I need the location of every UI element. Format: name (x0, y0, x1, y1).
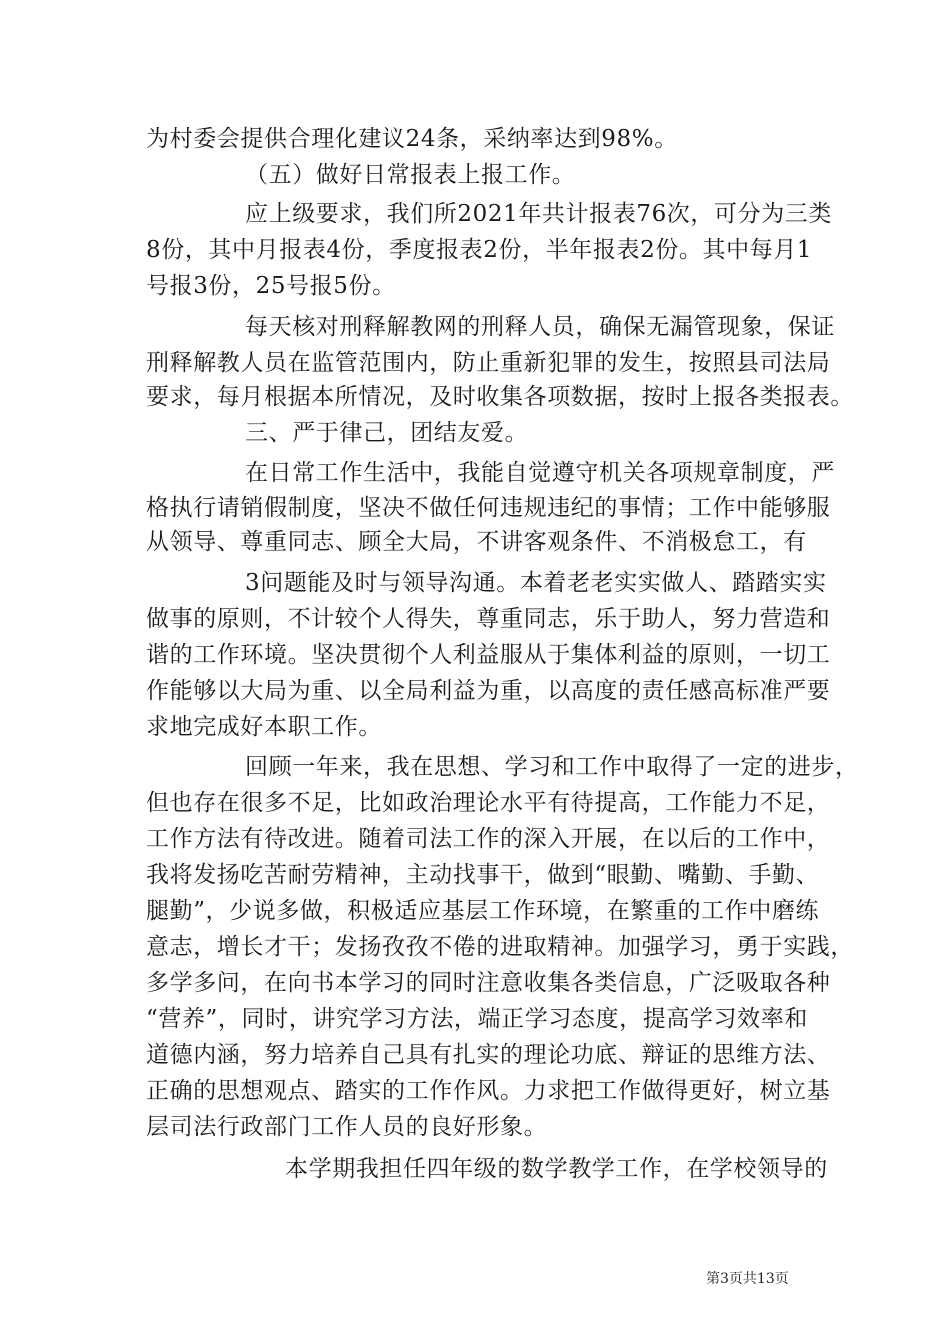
text-line: 本学期我担任四年级的数学教学工作，在学校领导的 (285, 1156, 828, 1182)
text-line: 应上级要求，我们所2021年共计报表76次，可分为三类 (245, 201, 832, 227)
text-line: 工作方法有待改进。随着司法工作的深入开展，在以后的工作中， (146, 826, 831, 852)
text-line: 我将发扬吃苦耐劳精神，主动找事干，做到“眼勤、嘴勤、手勤、 (146, 862, 820, 888)
text-line: 层司法行政部门工作人员的良好形象。 (146, 1114, 548, 1140)
text-line: 每天核对刑释解教网的刑释人员，确保无漏管现象，保证 (245, 314, 835, 340)
text-line: 作能够以大局为重、以全局利益为重，以高度的责任感高标准严要 (146, 678, 831, 704)
text-line: 为村委会提供合理化建议24条，采纳率达到98%。 (146, 126, 678, 152)
text-line: 8份，其中月报表4份，季度报表2份，半年报表2份。其中每月1 (146, 237, 813, 263)
text-line: 道德内涵，努力培养自己具有扎实的理论功底、辩证的思维方法、 (146, 1042, 831, 1068)
text-line: 回顾一年来，我在思想、学习和工作中取得了一定的进步， (245, 754, 859, 780)
page-number: 第3页共13页 (706, 1271, 789, 1287)
text-line: 做事的原则，不计较个人得失，尊重同志，乐于助人，努力营造和 (146, 606, 831, 632)
text-line: 正确的思想观点、踏实的工作作风。力求把工作做得更好，树立基 (146, 1078, 831, 1104)
text-line: 多学多问，在向书本学习的同时注意收集各类信息，广泛吸取各种 (146, 970, 831, 996)
text-line: 格执行请销假制度，坚决不做任何违规违纪的事情；工作中能够服 (146, 495, 831, 521)
text-line: 在日常工作生活中，我能自觉遵守机关各项规章制度，严 (245, 460, 835, 486)
text-line: 从领导、尊重同志、顾全大局，不讲客观条件、不消极怠工，有 (146, 529, 807, 555)
text-line: 但也存在很多不足，比如政治理论水平有待提高，工作能力不足， (146, 790, 831, 816)
section-heading: （五）做好日常报表上报工作。 (245, 162, 576, 188)
text-line: 腿勤”，少说多做，积极适应基层工作环境，在繁重的工作中磨练 (146, 898, 820, 924)
text-line: 谐的工作环境。坚决贯彻个人利益服从于集体利益的原则，一切工 (146, 642, 831, 668)
text-line: 号报3份，25号报5份。 (146, 273, 396, 299)
text-line: “营养”，同时，讲究学习方法，端正学习态度，提高学习效率和 (146, 1006, 808, 1032)
text-line: 刑释解教人员在监管范围内，防止重新犯罪的发生，按照县司法局 (146, 350, 831, 376)
text-line: 意志，增长才干；发扬孜孜不倦的进取精神。加强学习，勇于实践， (146, 934, 854, 960)
text-line: 要求，每月根据本所情况，及时收集各项数据，按时上报各类报表。 (146, 384, 854, 410)
section-heading: 三、严于律己，团结友爱。 (245, 420, 529, 446)
text-line: 3问题能及时与领导沟通。本着老老实实做人、踏踏实实 (245, 570, 827, 596)
text-line: 求地完成好本职工作。 (146, 714, 382, 740)
